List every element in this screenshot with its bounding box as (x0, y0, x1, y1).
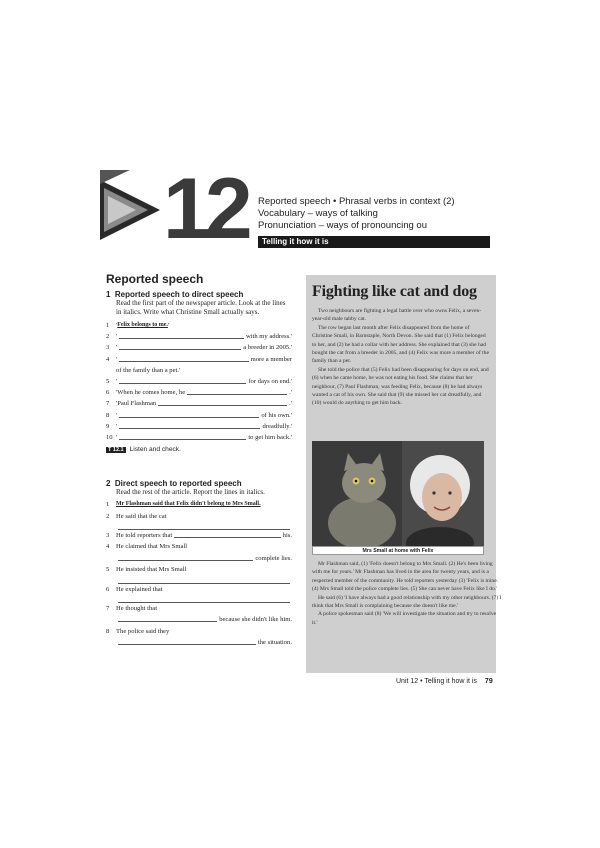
article-paragraph: She told the police that (5) Felix had been disappearing for days on end, and (6) when he came home, he was not eating his food. She claims that her neighbour, (7) Paul Flashman, was feeding Felix, because (8) he had always wanted a cat of his own. She said that (9) she missed her cat dreadfully, and (10) would do anything to get him back. (312, 366, 489, 407)
exercise-item (106, 595, 292, 603)
item-prompt: He insisted that Mrs Small (116, 566, 187, 574)
item-prompt: ' (116, 434, 118, 442)
item-number: 8 (106, 411, 110, 419)
article-paragraph: Mr Flashman said, (1) 'Felix doesn't belong to Mrs Small. (2) He's been living with me for years.' Mr Flashman has lived in the area for twenty years, and is a respected member of the community. He told reporters yesterday (3) 'Felix is mine. (4) Mrs Small told the police complete lies. (5) She can never have Felix like I do.' (312, 561, 499, 593)
answer-blank[interactable] (118, 595, 290, 603)
item-prompt: ' (116, 378, 118, 386)
item-ending: the situation. (257, 639, 292, 647)
item-number: 7 (106, 400, 110, 408)
exercise-item (106, 511, 292, 522)
item-prompt: 'Paul Flashman (116, 400, 157, 408)
exercise-item (106, 584, 292, 595)
exercise-2-list (106, 499, 292, 648)
exercise-1-title: 1 Reported speech to direct speech (106, 290, 244, 299)
item-number (106, 637, 116, 648)
item-ending: to get him back.' (248, 434, 292, 442)
audio-tag[interactable]: T 12.1 (108, 446, 124, 453)
exercise-2-instructions: Read the rest of the article. Report the lines in italics. (116, 488, 265, 497)
item-number (106, 614, 116, 625)
answer-blank[interactable] (118, 576, 290, 584)
item-number: 1 (106, 322, 110, 329)
answer-blank[interactable] (118, 522, 290, 530)
answer-blank[interactable] (119, 331, 244, 339)
unit-number: 12 (163, 161, 247, 257)
answer-blank[interactable] (158, 398, 287, 406)
item-prompt: ' (116, 333, 118, 341)
item-number: 7 (106, 605, 110, 613)
answer-blank[interactable] (174, 530, 280, 538)
exercise-item (106, 432, 292, 443)
item-number: 4 (106, 355, 110, 363)
article-text-part2 (312, 560, 502, 627)
item-ending: for days on end.' (248, 378, 292, 386)
listen-text: Listen and check. (129, 446, 181, 454)
photo-caption: Mrs Small at home with Felix (312, 546, 484, 555)
item-number: 8 (106, 627, 110, 635)
example-answer: Mr Flashman said that Felix didn't belong to Mrs Small. (116, 501, 261, 508)
unit-title-bar (258, 236, 490, 248)
article-text-part1 (312, 307, 490, 408)
item-ending: of his own.' (261, 411, 292, 419)
item-prompt: He thought that (116, 605, 158, 613)
item-number (106, 522, 116, 530)
item-number: 4 (106, 543, 110, 551)
item-number: 5 (106, 566, 110, 574)
answer-blank[interactable] (119, 342, 241, 350)
answer-blank[interactable] (118, 553, 253, 561)
topic-line-2: Vocabulary – ways of talking (258, 208, 378, 219)
item-number: 2 (106, 512, 110, 520)
exercise-item (106, 576, 292, 584)
item-prompt: The police said they (116, 627, 170, 635)
page-number: 79 (484, 678, 493, 685)
item-ending: because she didn't like him. (219, 616, 292, 624)
listen-check (106, 446, 292, 453)
answer-blank[interactable] (118, 614, 217, 622)
item-number (106, 595, 116, 603)
item-ending: his. (282, 532, 292, 540)
exercise-item (106, 421, 292, 432)
answer-blank[interactable] (119, 354, 248, 362)
item-prompt: ' (116, 322, 118, 329)
answer-blank[interactable] (119, 410, 259, 418)
item-prompt: He claimed that Mrs Small (116, 543, 188, 551)
exercise-item (106, 342, 292, 353)
exercise-1-instructions: Read the first part of the newspaper article. Look at the lines in italics. Write what Christine Small actually says. (116, 299, 286, 316)
item-number: 6 (106, 585, 110, 593)
item-number: 1 (106, 501, 110, 509)
exercise-item (106, 387, 292, 398)
item-prompt: of the family than a pet.' (116, 366, 181, 374)
exercise-item (106, 522, 292, 530)
answer-blank[interactable] (118, 637, 256, 645)
topic-line-3: Pronunciation – ways of pronouncing ou (258, 220, 428, 231)
answer-blank[interactable] (187, 387, 287, 395)
item-ending: more a member (250, 355, 292, 363)
exercise-2-title: 2 Direct speech to reported speech (106, 479, 242, 489)
item-number: 5 (106, 378, 110, 386)
item-number: 6 (106, 389, 110, 397)
answer-blank[interactable] (119, 432, 246, 440)
item-ending: with my address.' (245, 333, 292, 341)
item-ending: .' (289, 389, 292, 397)
exercise-item (106, 331, 292, 342)
item-number: 3 (106, 344, 110, 352)
item-ending: ' (167, 322, 170, 329)
article-title: Fighting like cat and dog (312, 283, 477, 300)
item-number (106, 576, 116, 584)
item-prompt: ' (116, 411, 118, 419)
footer-unit-label: Unit 12 • Telling it how it is (396, 678, 477, 685)
unit-graphic (100, 170, 160, 250)
exercise-item (106, 499, 292, 510)
item-number: 3 (106, 532, 110, 540)
item-number (106, 365, 116, 376)
exercise-item (106, 626, 292, 637)
item-ending: a breeder in 2005.' (243, 344, 292, 352)
exercise-item (106, 637, 292, 648)
exercise-item (106, 320, 292, 331)
exercise-item (106, 614, 292, 625)
exercise-item (106, 553, 292, 564)
item-ending: complete lies. (255, 554, 292, 562)
section-heading: Reported speech (106, 272, 204, 286)
item-prompt: ' (116, 344, 118, 352)
item-prompt: ' (116, 355, 118, 363)
item-prompt: ' (116, 422, 118, 430)
item-prompt: He said that the cat (116, 512, 167, 520)
item-prompt: He explained that (116, 585, 163, 593)
exercise-item (106, 410, 292, 421)
article-paragraph: He said (6) 'I have always had a good relationship with my other neighbours. (7) I think that Mrs Small is complaining because she doesn't like me.' (312, 594, 502, 610)
exercise-item (106, 564, 292, 575)
item-number: 10 (106, 434, 113, 442)
exercise-item (106, 541, 292, 552)
exercise-item (106, 530, 292, 541)
topic-line-1: Reported speech • Phrasal verbs in context (2) (258, 196, 455, 207)
exercise-item (106, 603, 292, 614)
example-answer: Felix belongs to me. (117, 322, 168, 328)
item-prompt: 'When he comes home, he (116, 389, 186, 397)
item-number: 9 (106, 422, 110, 430)
article-paragraph: The row began last month after Felix disappeared from the home of Christine Small, in Barnstaple, North Devon. She said that (1) Felix belonged to her, and (2) he had a collar with her address. She explained that (3) she had bought the cat from a breeder in 2005, and (4) Felix was more a member of the family than a pet. (312, 324, 489, 365)
article-paragraph: A police spokesman said (8) 'We will investigate the situation and try to resolve it.' (312, 611, 497, 626)
exercise-column (106, 272, 292, 649)
page-footer (396, 678, 493, 685)
unit-title: Telling it how it is (262, 237, 329, 246)
exercise-item (106, 354, 292, 365)
item-prompt: He told reporters that (116, 532, 173, 540)
item-ending: dreadfully.' (262, 422, 292, 430)
article-paragraph: Two neighbours are fighting a legal battle over who owns Felix, a seven-year-old male tabby cat. (312, 308, 482, 323)
exercise-item (106, 365, 292, 376)
item-ending: .' (289, 400, 292, 408)
exercise-item (106, 398, 292, 409)
exercise-1-list (106, 320, 292, 443)
exercise-item (106, 376, 292, 387)
item-number: 2 (106, 333, 110, 341)
item-number (106, 553, 116, 564)
article-photo (312, 441, 484, 546)
answer-blank[interactable] (119, 421, 260, 429)
answer-blank[interactable] (119, 376, 246, 384)
